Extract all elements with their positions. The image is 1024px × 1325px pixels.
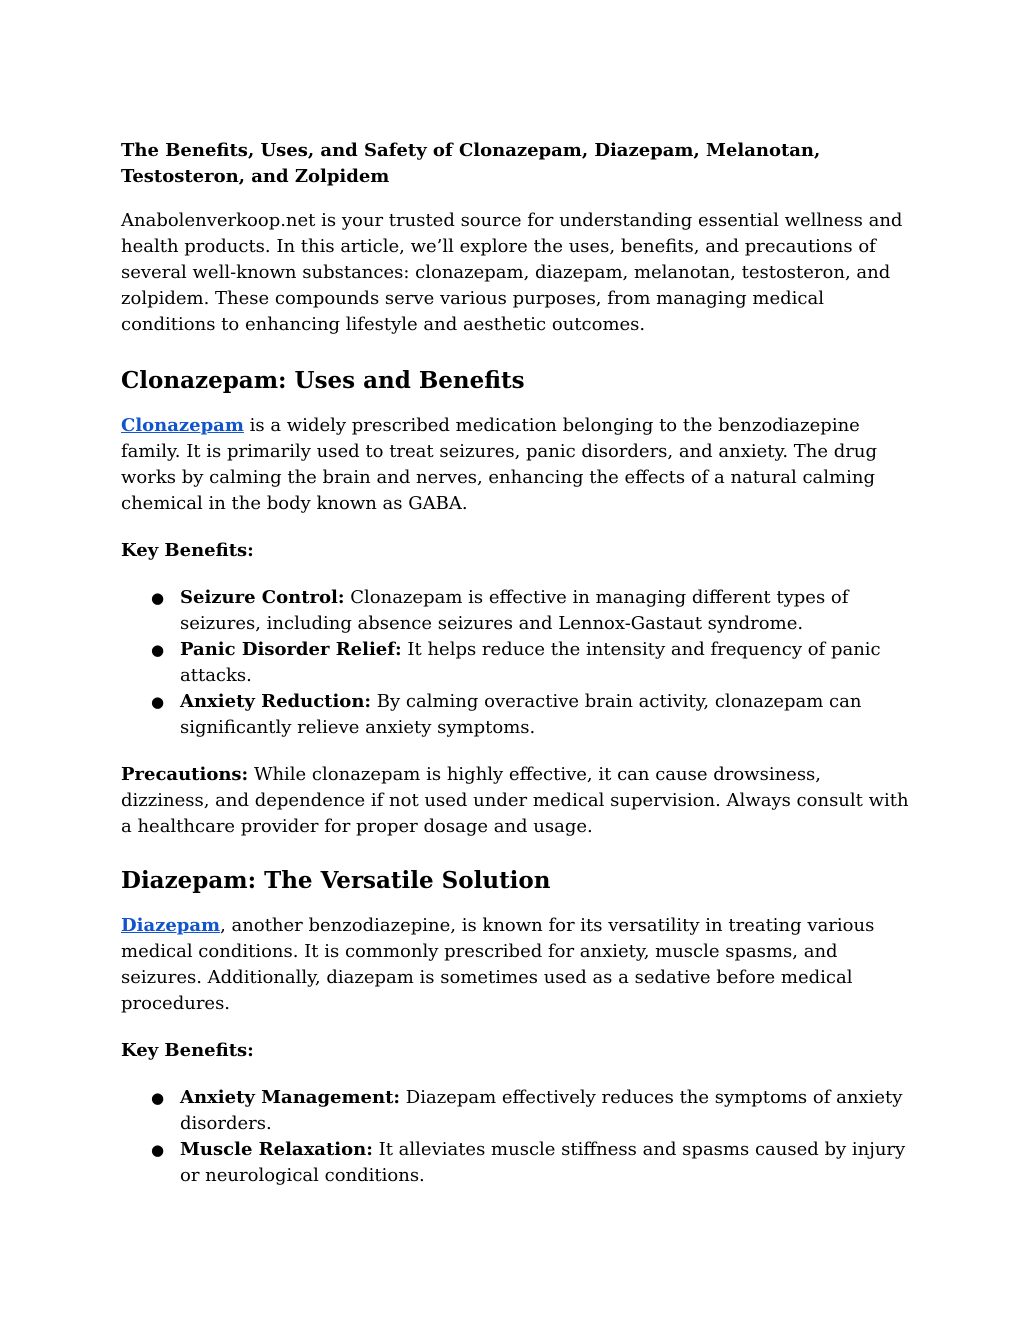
list-item <box>151 637 911 689</box>
benefit-text: It alleviates muscle stiffness and spasms caused by injury or neurological conditions. <box>180 1139 906 1186</box>
intro-paragraph: Anabolenverkoop.net is your trusted source for understanding essential wellness and health products. In this article, we’ll explore the uses, benefits, and precautions of several well-known substances: clonazepam, diazepam, melanotan, testosteron, and zolpidem. These compounds serve various purposes, from managing medical conditions to enhancing lifestyle and aesthetic outcomes. <box>121 210 903 335</box>
benefit-label: Anxiety Management: <box>180 1087 401 1108</box>
list-item <box>151 1137 911 1189</box>
benefit-text: By calming overactive brain activity, clonazepam can significantly relieve anxiety symptoms. <box>180 691 862 738</box>
benefit-label: Seizure Control: <box>180 587 345 608</box>
bullet-icon: ● <box>151 641 165 659</box>
clonazepam-description <box>121 413 911 517</box>
benefit-text: Clonazepam is effective in managing different types of seizures, including absence seizures and Lennox-Gastaut syndrome. <box>180 587 849 634</box>
diazepam-description-text: , another benzodiazepine, is known for its versatility in treating various medical conditions. It is commonly prescribed for anxiety, muscle spasms, and seizures. Additionally, diazepam is sometimes used as a sedative before medical procedures. <box>121 915 875 1014</box>
list-item <box>151 585 911 637</box>
benefit-text: Diazepam effectively reduces the symptoms of anxiety disorders. <box>180 1087 903 1134</box>
clonazepam-benefits-list <box>121 585 911 741</box>
benefit-label: Panic Disorder Relief: <box>180 639 402 660</box>
benefit-label: Anxiety Reduction: <box>180 691 372 712</box>
list-item <box>151 1085 911 1137</box>
precautions-text: While clonazepam is highly effective, it can cause drowsiness, dizziness, and dependence if not used under medical supervision. Always consult with a healthcare provider for proper dosage and usage. <box>121 764 909 837</box>
document-title: The Benefits, Uses, and Safety of Clonazepam, Diazepam, Melanotan, Testosteron, and Zolpidem <box>121 140 821 187</box>
benefit-label: Muscle Relaxation: <box>180 1139 373 1160</box>
bullet-icon: ● <box>151 589 165 607</box>
clonazepam-heading: Clonazepam: Uses and Benefits <box>121 367 525 394</box>
document-page <box>121 138 911 1210</box>
diazepam-link[interactable]: Diazepam <box>121 915 221 936</box>
diazepam-description <box>121 913 911 1017</box>
clonazepam-description-text: is a widely prescribed medication belonging to the benzodiazepine family. It is primarily used to treat seizures, panic disorders, and anxiety. The drug works by calming the brain and nerves, enhancing the effects of a natural calming chemical in the body known as GABA. <box>121 415 877 514</box>
clonazepam-key-benefits-label: Key Benefits: <box>121 540 254 561</box>
bullet-icon: ● <box>151 1089 165 1107</box>
benefit-text: It helps reduce the intensity and frequency of panic attacks. <box>180 639 881 686</box>
diazepam-benefits-list <box>121 1085 911 1189</box>
diazepam-key-benefits-label: Key Benefits: <box>121 1040 254 1061</box>
clonazepam-precautions <box>121 762 911 840</box>
bullet-icon: ● <box>151 693 165 711</box>
diazepam-heading: Diazepam: The Versatile Solution <box>121 867 551 894</box>
bullet-icon: ● <box>151 1141 165 1159</box>
clonazepam-link[interactable]: Clonazepam <box>121 415 244 436</box>
list-item <box>151 689 911 741</box>
precautions-label: Precautions: <box>121 764 249 785</box>
